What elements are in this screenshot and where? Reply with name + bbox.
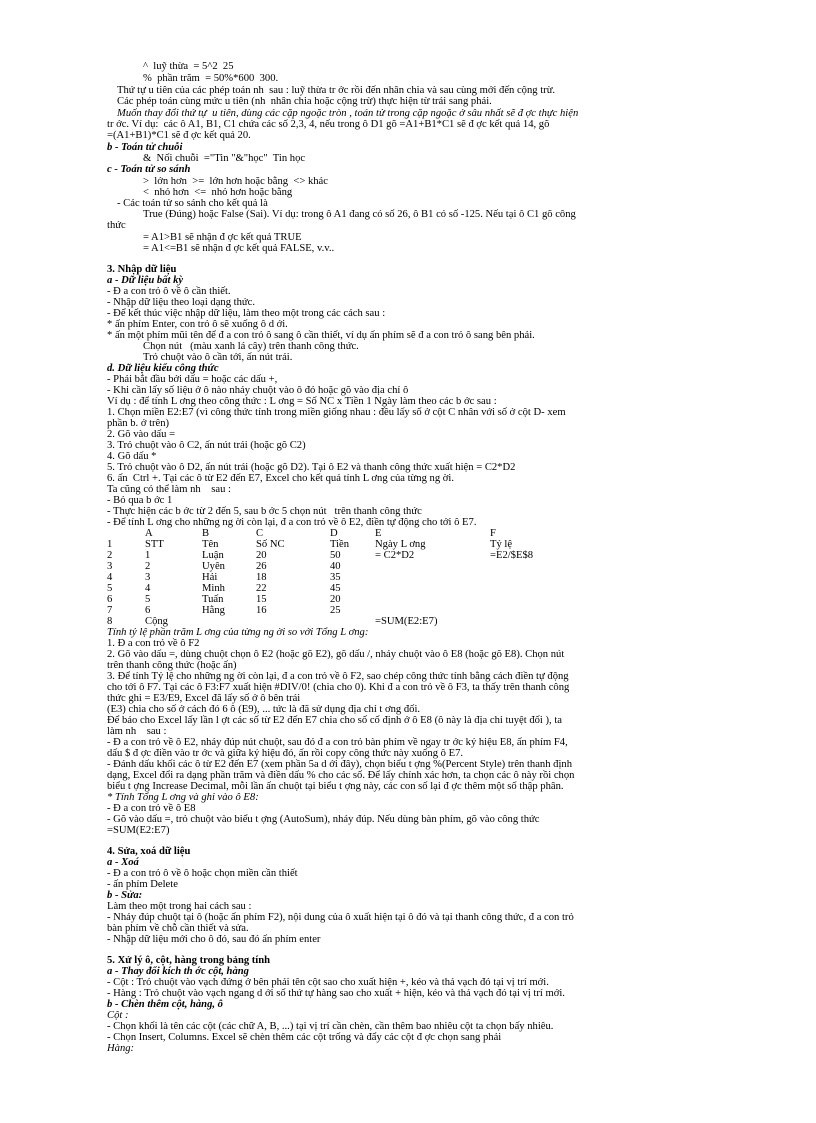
table-cell: Cộng <box>145 616 168 627</box>
table-cell: Luận <box>202 550 224 561</box>
table-cell: Hằng <box>202 605 225 616</box>
text-line: Các phép toán cùng mức u tiên (nh nhân chia hoặc cộng trừ) thực hiện từ trái sang phải. <box>117 96 492 107</box>
text-line: - ấn phím Delete <box>107 879 178 890</box>
text-line: tr ớc. Ví dụ: các ô A1, B1, C1 chứa các số 2,3, 4, nếu trong ô D1 gõ =A1+B1*C1 sẽ đ ợc kết quả 14, gõ <box>107 119 550 130</box>
text-line: Làm theo một trong hai cách sau : <box>107 901 252 912</box>
table-cell: Tên <box>202 539 219 550</box>
subsection-heading: a - Xoá <box>107 857 139 868</box>
subsection-heading: b - Chèn thêm cột, hàng, ô <box>107 999 223 1010</box>
text-line: dấu $ đ ợc điền vào tr ớc và giữa ký hiệu đó, ấn rồi copy công thức này xuống ô E7. <box>107 748 464 759</box>
text-line: - Chọn Insert, Columns. Excel sẽ chèn thêm các cột trống và đẩy các cột đ ợc chọn sang phải <box>107 1032 502 1043</box>
text-line: - Chọn khối là tên các cột (các chữ A, B, ...) tại vị trí cần chèn, cần thêm bao nhiêu cột ta chọn bấy nhiêu. <box>107 1021 554 1032</box>
text-line: Ta cũng có thể làm nh sau : <box>107 484 231 495</box>
text-line: * ấn một phím mũi tên để đ a con trỏ ô sang ô cần thiết, ví dụ ấn phím sẽ đ a con trỏ ô sang bên phải. <box>107 330 535 341</box>
text-line: - Đ a con trỏ ô về ô hoặc chọn miền cần thiết <box>107 868 298 879</box>
text-line: Muốn thay đổi thứ tự u tiên, dùng các cặp ngoặc tròn , toán tử trong cặp ngoặc ở sâu nhất sẽ đ ợc thực hiện <box>117 108 579 119</box>
table-cell: F <box>490 528 496 539</box>
table-cell: 6 <box>145 605 151 616</box>
subsection-heading: d. Dữ liệu kiểu công thức <box>107 363 219 374</box>
table-cell: Tỷ lệ <box>490 539 513 550</box>
table-cell: 25 <box>330 605 341 616</box>
text-line: 1. Đ a con trỏ về ô F2 <box>107 638 200 649</box>
text-line: - Khi cần lấy số liệu ở ô nào nháy chuột vào ô đó hoặc gõ vào địa chỉ ô <box>107 385 409 396</box>
text-line: * ấn phím Enter, con trỏ ô sẽ xuống ô d ới. <box>107 319 288 330</box>
section-heading: 3. Nhập dữ liệu <box>107 264 177 275</box>
table-cell: 2 <box>145 561 151 572</box>
text-line: % phần trăm = 50%*600 300. <box>143 73 279 84</box>
table-cell: STT <box>145 539 164 550</box>
table-cell: A <box>145 528 153 539</box>
text-line: < nhỏ hơn <= nhỏ hơn hoặc bằng <box>143 187 293 198</box>
text-line: 5. Trỏ chuột vào ô D2, ấn nút trái (hoặc gõ D2). Tại ô E2 và thanh công thức xuất hiện = C2*D2 <box>107 462 516 473</box>
text-line: = A1>B1 sẽ nhận đ ợc kết quả TRUE <box>143 232 302 243</box>
text-line: Hàng: <box>107 1043 135 1054</box>
section-heading: 4. Sửa, xoá dữ liệu <box>107 846 191 857</box>
text-line: 4. Gõ dấu * <box>107 451 157 462</box>
text-line: (E3) chia cho số ở cách đó 6 ô (E9), ... tức là đã sử dụng địa chỉ t ơng đối. <box>107 704 421 715</box>
table-cell: 50 <box>330 550 341 561</box>
text-line: True (Đúng) hoặc False (Sai). Ví dụ: trong ô A1 đang có số 26, ô B1 có số -125. Nếu tại ô C1 gõ công <box>143 209 576 220</box>
subsection-heading: a - Dữ liệu bất kỳ <box>107 275 184 286</box>
text-line: - Nháy đúp chuột tại ô (hoặc ấn phím F2), nội dung của ô xuất hiện tại ô đó và tại thanh công thức, đ a con trỏ <box>107 912 574 923</box>
table-cell: Uyên <box>202 561 225 572</box>
table-cell: Ngày L ơng <box>375 539 426 550</box>
subsection-heading: a - Thay đổi kích th ớc cột, hàng <box>107 966 249 977</box>
text-line: - Nhập dữ liệu mới cho ô đó, sau đó ấn phím enter <box>107 934 321 945</box>
table-cell: Tuấn <box>202 594 224 605</box>
text-line: 6. ấn Ctrl +. Tại các ô từ E2 đến E7, Excel cho kết quả tính L ơng của từng ng ời. <box>107 473 454 484</box>
table-cell: Tiền <box>330 539 350 550</box>
table-cell: 8 <box>107 616 113 627</box>
text-line: - Đánh dấu khối các ô từ E2 đến E7 (xem phần 5a d ới đây), chọn biểu t ợng %(Percent Style) trên thanh định <box>107 759 572 770</box>
table-cell: 4 <box>145 583 151 594</box>
subsection-heading: b - Toán tử chuỗi <box>107 142 183 153</box>
table-cell: 40 <box>330 561 341 572</box>
text-line: Trỏ chuột vào ô cần tới, ấn nút trái. <box>143 352 293 363</box>
table-cell: =SUM(E2:E7) <box>375 616 438 627</box>
text-line: ^ luỹ thừa = 5^2 25 <box>143 61 234 72</box>
section-heading: 5. Xử lý ô, cột, hàng trong bảng tính <box>107 955 271 966</box>
text-line: trên thanh công thức (hoặc ấn) <box>107 660 237 671</box>
table-cell: Minh <box>202 583 225 594</box>
table-cell: 16 <box>256 605 267 616</box>
text-line: Tính tỷ lệ phần trăm L ơng của từng ng ời so với Tổng L ơng: <box>107 627 369 638</box>
text-line: thức <box>107 220 126 231</box>
text-line: bàn phím về chỗ cần thiết và sửa. <box>107 923 249 934</box>
text-line: - Đ a con trỏ ô về ô cần thiết. <box>107 286 231 297</box>
text-line: 2. Gõ vào dấu =, dùng chuột chọn ô E2 (hoặc gõ E2), gõ dấu /, nháy chuột vào ô E8 (hoặc gõ E8). Chọn nút <box>107 649 565 660</box>
table-cell: 1 <box>145 550 151 561</box>
text-line: - Các toán tử so sánh cho kết quả là <box>117 198 268 209</box>
table-cell: 6 <box>107 594 113 605</box>
text-line: Ví dụ : để tính L ơng theo công thức : L ơng = Số NC x Tiền 1 Ngày làm theo các b ớc sau : <box>107 396 497 407</box>
table-cell: Hải <box>202 572 218 583</box>
text-line: =SUM(E2:E7) <box>107 825 170 836</box>
text-line: dạng, Excel đổi ra dạng phần trăm và điền dấu % cho các số. Để lấy chính xác hơn, ta chọn các ô này rồi chọn <box>107 770 575 781</box>
text-line: Thứ tự u tiên của các phép toán nh sau : luỹ thừa tr ớc rồi đến nhân chia và sau cùng mới đến cộng trừ. <box>117 85 556 96</box>
text-line: Để báo cho Excel lấy lần l ợt các số từ E2 đến E7 chia cho số cố định ở ô E8 (ô này là địa chỉ tuyệt đối ), ta <box>107 715 562 726</box>
text-line: & Nối chuỗi ="Tin "&"học" Tin học <box>143 153 306 164</box>
table-cell: B <box>202 528 210 539</box>
text-line: làm nh sau : <box>107 726 167 737</box>
text-line: Cột : <box>107 1010 129 1021</box>
subsection-heading: c - Toán tử so sánh <box>107 164 191 175</box>
table-cell: =E2/$E$8 <box>490 550 534 561</box>
table-cell: C <box>256 528 264 539</box>
table-cell: 45 <box>330 583 341 594</box>
text-line: 1. Chọn miền E2:E7 (vì công thức tính trong miền giống nhau : đều lấy số ở cột C nhân với số ở cột D- xem <box>107 407 566 418</box>
subsection-heading: b - Sửa: <box>107 890 143 901</box>
table-cell: 20 <box>330 594 341 605</box>
table-cell: 7 <box>107 605 113 616</box>
text-line: cho tới ô F7. Tại các ô F3:F7 xuất hiện #DIV/0! (chia cho 0). Khi đ a con trỏ về ô F3, ta thấy trên thanh công <box>107 682 570 693</box>
table-cell: = C2*D2 <box>375 550 415 561</box>
table-cell: 20 <box>256 550 267 561</box>
table-cell: 22 <box>256 583 267 594</box>
table-cell: 3 <box>107 561 113 572</box>
table-cell: 35 <box>330 572 341 583</box>
table-cell: 5 <box>145 594 151 605</box>
text-line: - Bỏ qua b ớc 1 <box>107 495 173 506</box>
table-cell: 2 <box>107 550 113 561</box>
text-line: > lớn hơn >= lớn hơn hoặc bằng <> khác <box>143 176 328 187</box>
text-line: biểu t ợng Increase Decimal, mỗi lần ấn chuột tại biểu t ợng này, các con số lại đ ợc thêm một số thập phân. <box>107 781 564 792</box>
text-line: =(A1+B1)*C1 sẽ đ ợc kết quả 20. <box>107 130 251 141</box>
table-cell: E <box>375 528 382 539</box>
text-line: 2. Gõ vào dấu = <box>107 429 176 440</box>
text-line: - Phải bắt đầu bởi dấu = hoặc các dấu +, <box>107 374 278 385</box>
text-line: - Nhập dữ liệu theo loại dạng thức. <box>107 297 255 308</box>
table-cell: 4 <box>107 572 113 583</box>
text-line: thức ghi = E3/E9, Excel đã lấy số ở ô bên trái <box>107 693 301 704</box>
text-line: - Đ a con trỏ về ô E2, nháy đúp nút chuột, sau đó đ a con trỏ bàn phím về ngay tr ớc ký hiệu E8, ấn phím F4, <box>107 737 568 748</box>
table-cell: 1 <box>107 539 113 550</box>
text-line: 3. Để tính Tỷ lệ cho những ng ời còn lại, đ a con trỏ về ô F2, sao chép công thức tính bằng cách điền tự động <box>107 671 569 682</box>
text-line: - Để tính L ơng cho những ng ời còn lại, đ a con trỏ về ô E2, điền tự động cho tới ô E7. <box>107 517 477 528</box>
text-line: - Gõ vào dấu =, trỏ chuột vào biểu t ợng (AutoSum), nháy đúp. Nếu dùng bàn phím, gõ vào công thức <box>107 814 540 825</box>
text-line: = A1<=B1 sẽ nhận đ ợc kết quả FALSE, v.v.. <box>143 243 335 254</box>
text-line: - Đ a con trỏ về ô E8 <box>107 803 196 814</box>
table-cell: 26 <box>256 561 267 572</box>
text-line: - Thực hiện các b ớc từ 2 đến 5, sau b ớc 5 chọn nút trên thanh công thức <box>107 506 422 517</box>
table-cell: 5 <box>107 583 113 594</box>
table-cell: Số NC <box>256 539 285 550</box>
table-cell: 3 <box>145 572 151 583</box>
table-cell: D <box>330 528 338 539</box>
text-line: 3. Trỏ chuột vào ô C2, ấn nút trái (hoặc gõ C2) <box>107 440 306 451</box>
text-line: Chọn nút (màu xanh lá cây) trên thanh công thức. <box>143 341 359 352</box>
text-line: phần b. ở trên) <box>107 418 170 429</box>
text-line: - Để kết thúc việc nhập dữ liệu, làm theo một trong các cách sau : <box>107 308 386 319</box>
table-cell: 18 <box>256 572 267 583</box>
table-cell: 15 <box>256 594 267 605</box>
text-line: - Cột : Trỏ chuột vào vạch đứng ở bên phải tên cột sao cho xuất hiện +, kéo và thả vạch đó tại vị trí mới. <box>107 977 549 988</box>
text-line: - Hàng : Trỏ chuột vào vạch ngang d ới số thứ tự hàng sao cho xuất + hiện, kéo và thả vạch đó tại vị trí mới. <box>107 988 565 999</box>
text-line: * Tính Tổng L ơng và ghi vào ô E8: <box>107 792 259 803</box>
